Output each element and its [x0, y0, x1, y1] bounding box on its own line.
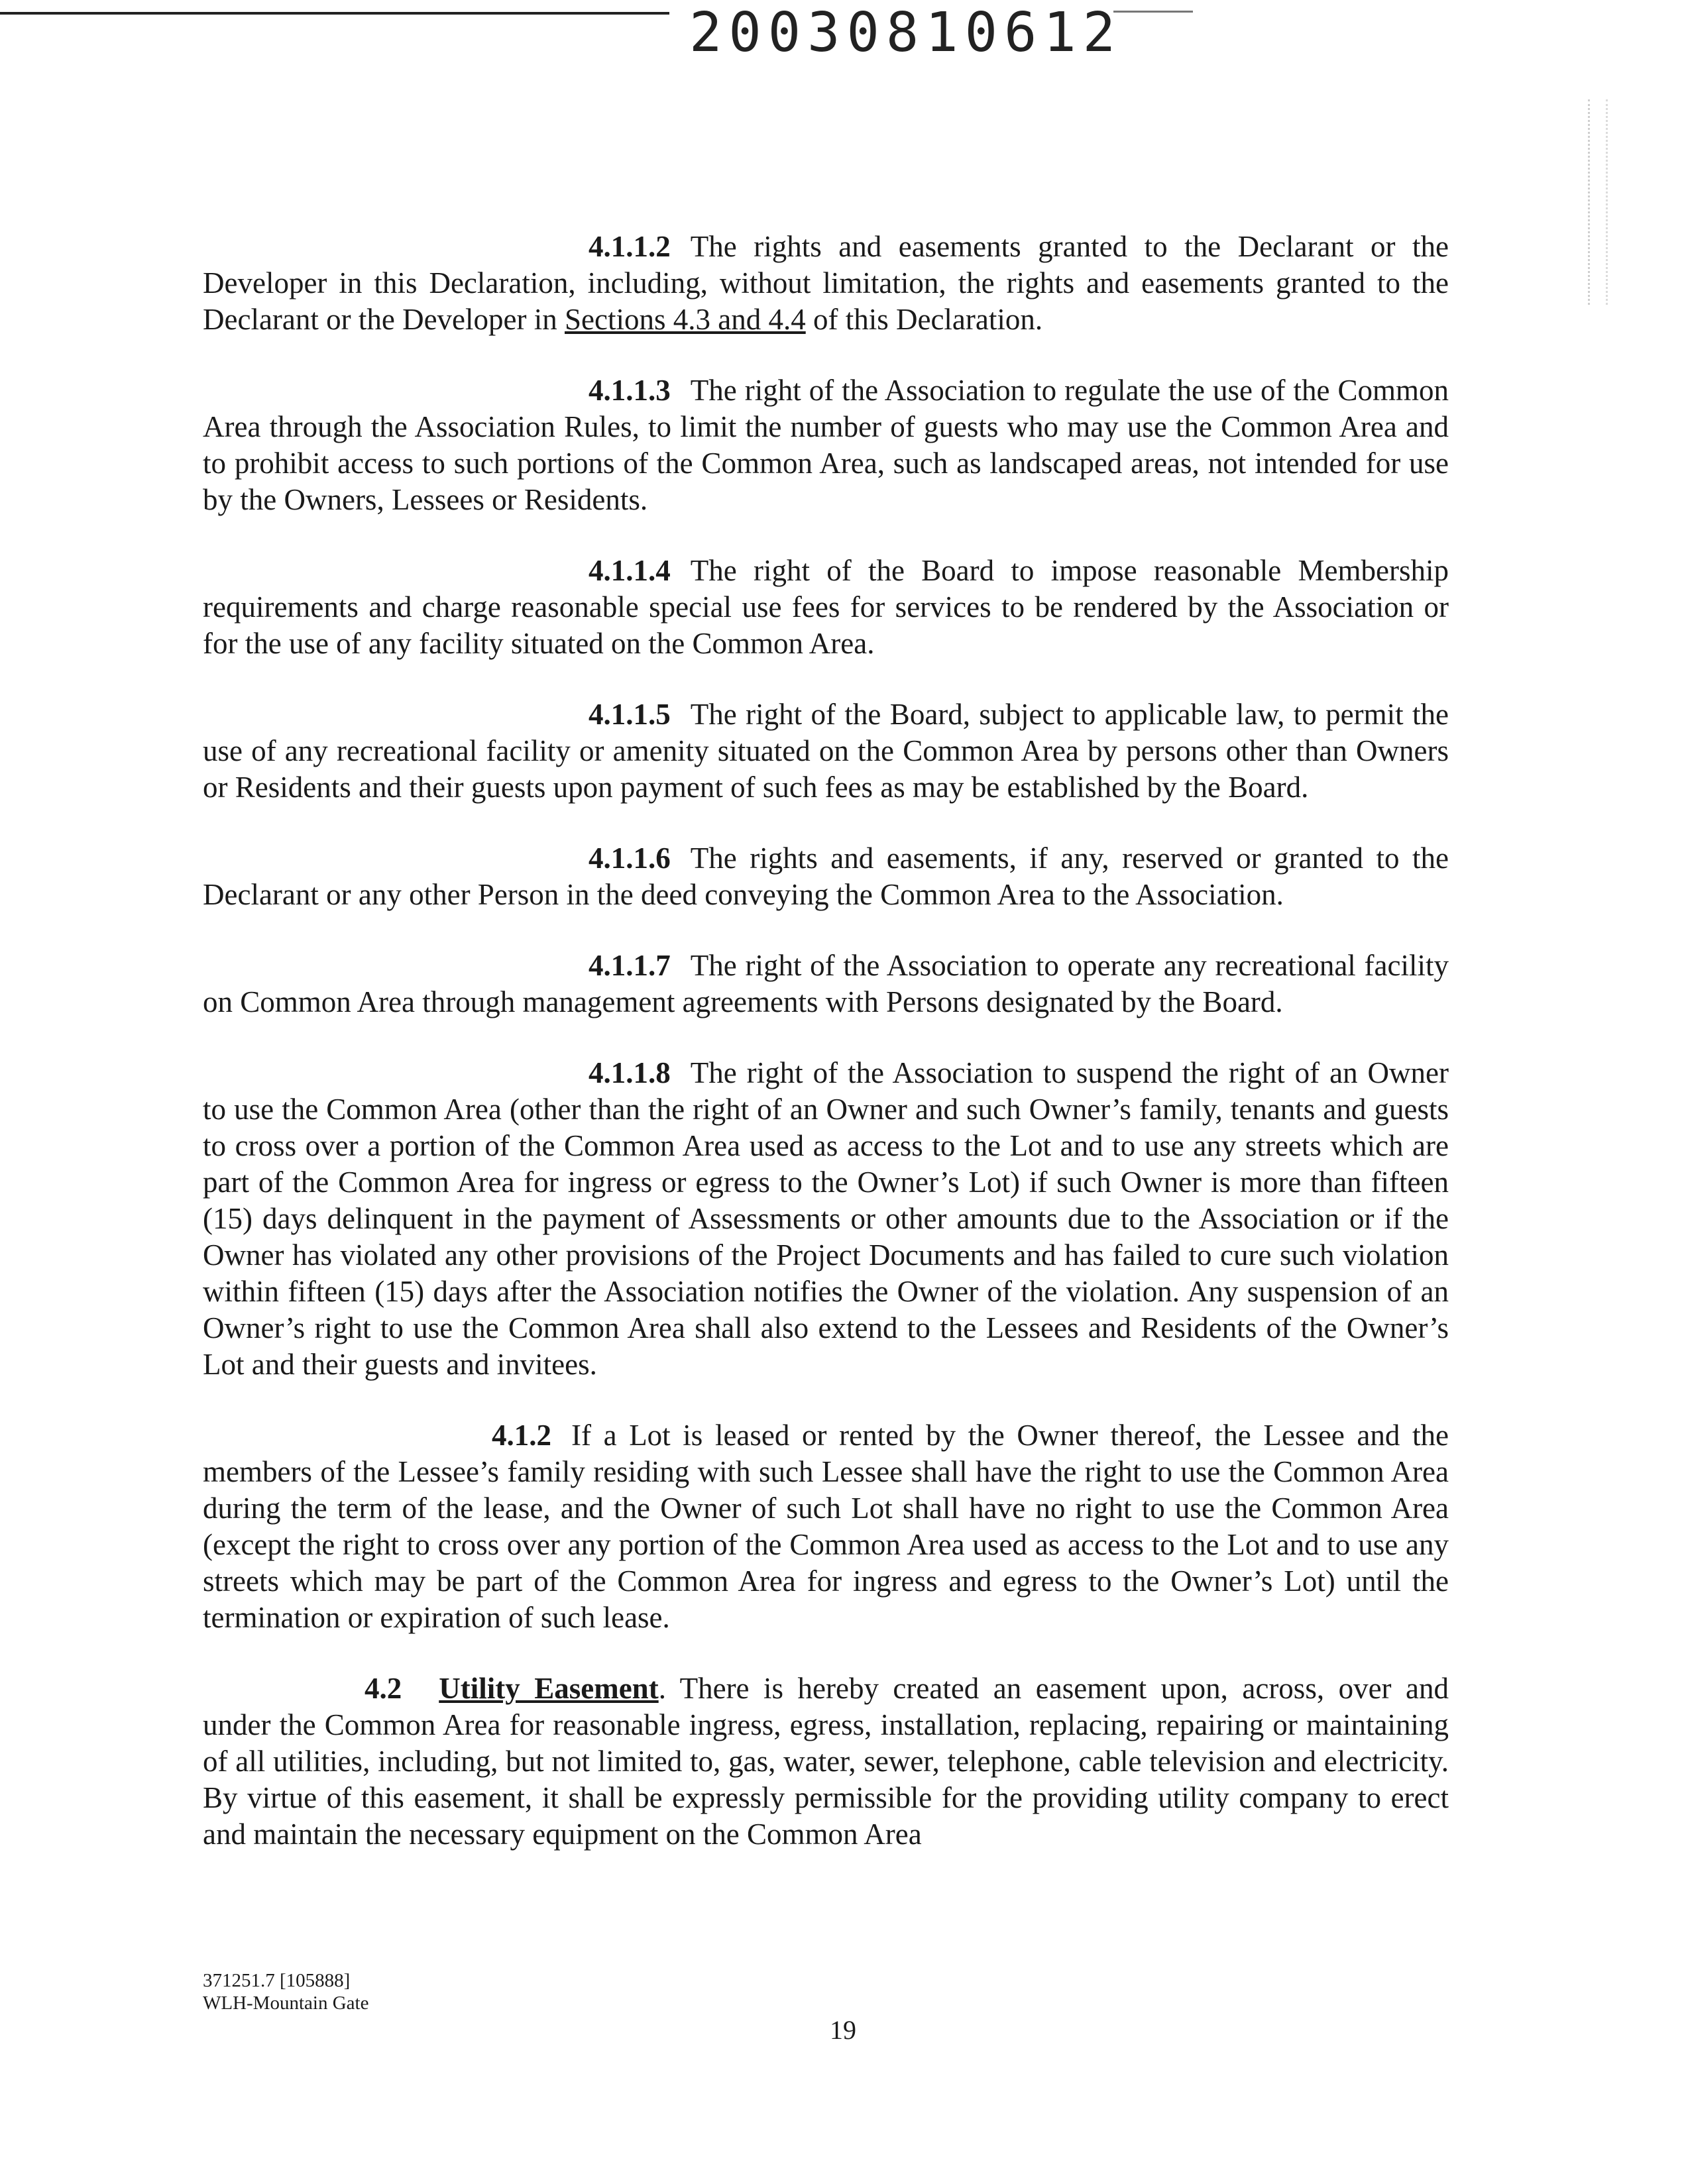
- section-reference-link[interactable]: Sections 4.3 and 4.4: [565, 303, 806, 336]
- paragraph-4-1-1-5: [203, 696, 1449, 806]
- paragraph-text-tail: of this Declaration.: [805, 303, 1043, 336]
- paragraph-4-1-1-7: [203, 948, 1449, 1020]
- paragraph-4-1-2: [203, 1417, 1449, 1636]
- top-rule-fragment: [1113, 11, 1193, 13]
- section-number: 4.1.1.4: [589, 554, 671, 587]
- paragraph-text: If a Lot is leased or rented by the Owner thereof, the Lessee and the members of the Lessee’s family residing with such Lessee shall have the right to use the Common Area during the term of the lease, and the Owner of such Lot shall have no right to use the Common Area (except the right to cross over any portion of the Common Area used as access to the Lot and to use any streets which may be part of the Common Area for ingress and egress to the Owner’s Lot) until the termination or expiration of such lease.: [203, 1419, 1449, 1634]
- paragraph-text: The right of the Board to impose reasonable Membership requirements and charge reasonable special use fees for services to be rendered by the Association or for the use of any facility situated on the Common Area.: [203, 554, 1449, 660]
- paragraph-4-1-1-2: [203, 229, 1449, 338]
- footer-project-name: WLH-Mountain Gate: [203, 1993, 369, 2014]
- paragraph-4-1-1-8: [203, 1055, 1449, 1383]
- paragraph-4-2: [203, 1670, 1449, 1853]
- section-title: Utility Easement: [439, 1672, 659, 1705]
- recording-number: 20030810612: [689, 1, 1123, 64]
- paragraph-4-1-1-6: [203, 840, 1449, 913]
- paragraph-text: The right of the Association to regulate the use of the Common Area through the Association Rules, to limit the number of guests who may use the Common Area and to prohibit access to such portions of the Common Area, such as landscaped areas, not intended for use by the Owners, Lessees or Residents.: [203, 374, 1449, 516]
- section-number: 4.1.1.2: [589, 230, 671, 263]
- top-rule: [0, 12, 669, 15]
- page-footer: [203, 1969, 368, 2014]
- page-number: 19: [830, 2015, 856, 2045]
- section-number: 4.1.1.8: [589, 1056, 671, 1089]
- paragraph-text: The right of the Association to operate any recreational facility on Common Area through management agreements with Persons designated by the Board.: [203, 949, 1449, 1018]
- section-number: 4.1.1.3: [589, 374, 671, 407]
- section-number: 4.1.1.6: [589, 842, 671, 875]
- section-number: 4.2: [365, 1672, 402, 1705]
- paragraph-text: The rights and easements, if any, reserved or granted to the Declarant or any other Person in the deed conveying the Common Area to the Association.: [203, 842, 1449, 911]
- section-number: 4.1.1.7: [589, 949, 671, 982]
- section-number: 4.1.2: [492, 1419, 551, 1452]
- paragraph-text: The right of the Board, subject to applicable law, to permit the use of any recreational facility or amenity situated on the Common Area by persons other than Owners or Residents and their guests upon payment of such fees as may be established by the Board.: [203, 698, 1449, 804]
- paragraph-text: . There is hereby created an easement upon, across, over and under the Common Area for reasonable ingress, egress, installation, replacing, repairing or maintaining of all utilities, including, but not limited to, gas, water, sewer, telephone, cable television and electricity. By virtue of this easement, it shall be expressly permissible for the providing utility company to erect and maintain the necessary equipment on the Common Area: [203, 1672, 1449, 1851]
- paragraph-text: The rights and easements granted to the Declarant or the Developer in this Declaration, including, without limitation, the rights and easements granted to the Declarant or the Developer in: [203, 230, 1449, 336]
- margin-stamp-mark: [1588, 99, 1608, 305]
- paragraph-4-1-1-4: [203, 553, 1449, 662]
- paragraph-text: The right of the Association to suspend the right of an Owner to use the Common Area (other than the right of an Owner and such Owner’s family, tenants and guests to cross over a portion of the Common Area used as access to the Lot and to use any streets which are part of the Common Area for ingress or egress to the Owner’s Lot) if such Owner is more than fifteen (15) days delinquent in the payment of Assessments or other amounts due to the Association or if the Owner has violated any other provisions of the Project Documents and has failed to cure such violation within fifteen (15) days after the Association notifies the Owner of the violation. Any suspension of an Owner’s right to use the Common Area shall also extend to the Lessees and Residents of the Owner’s Lot and their guests and invitees.: [203, 1056, 1449, 1381]
- document-body: [203, 229, 1449, 1887]
- section-number: 4.1.1.5: [589, 698, 671, 731]
- paragraph-4-1-1-3: [203, 372, 1449, 518]
- footer-doc-id: 371251.7 [105888]: [203, 1970, 351, 1991]
